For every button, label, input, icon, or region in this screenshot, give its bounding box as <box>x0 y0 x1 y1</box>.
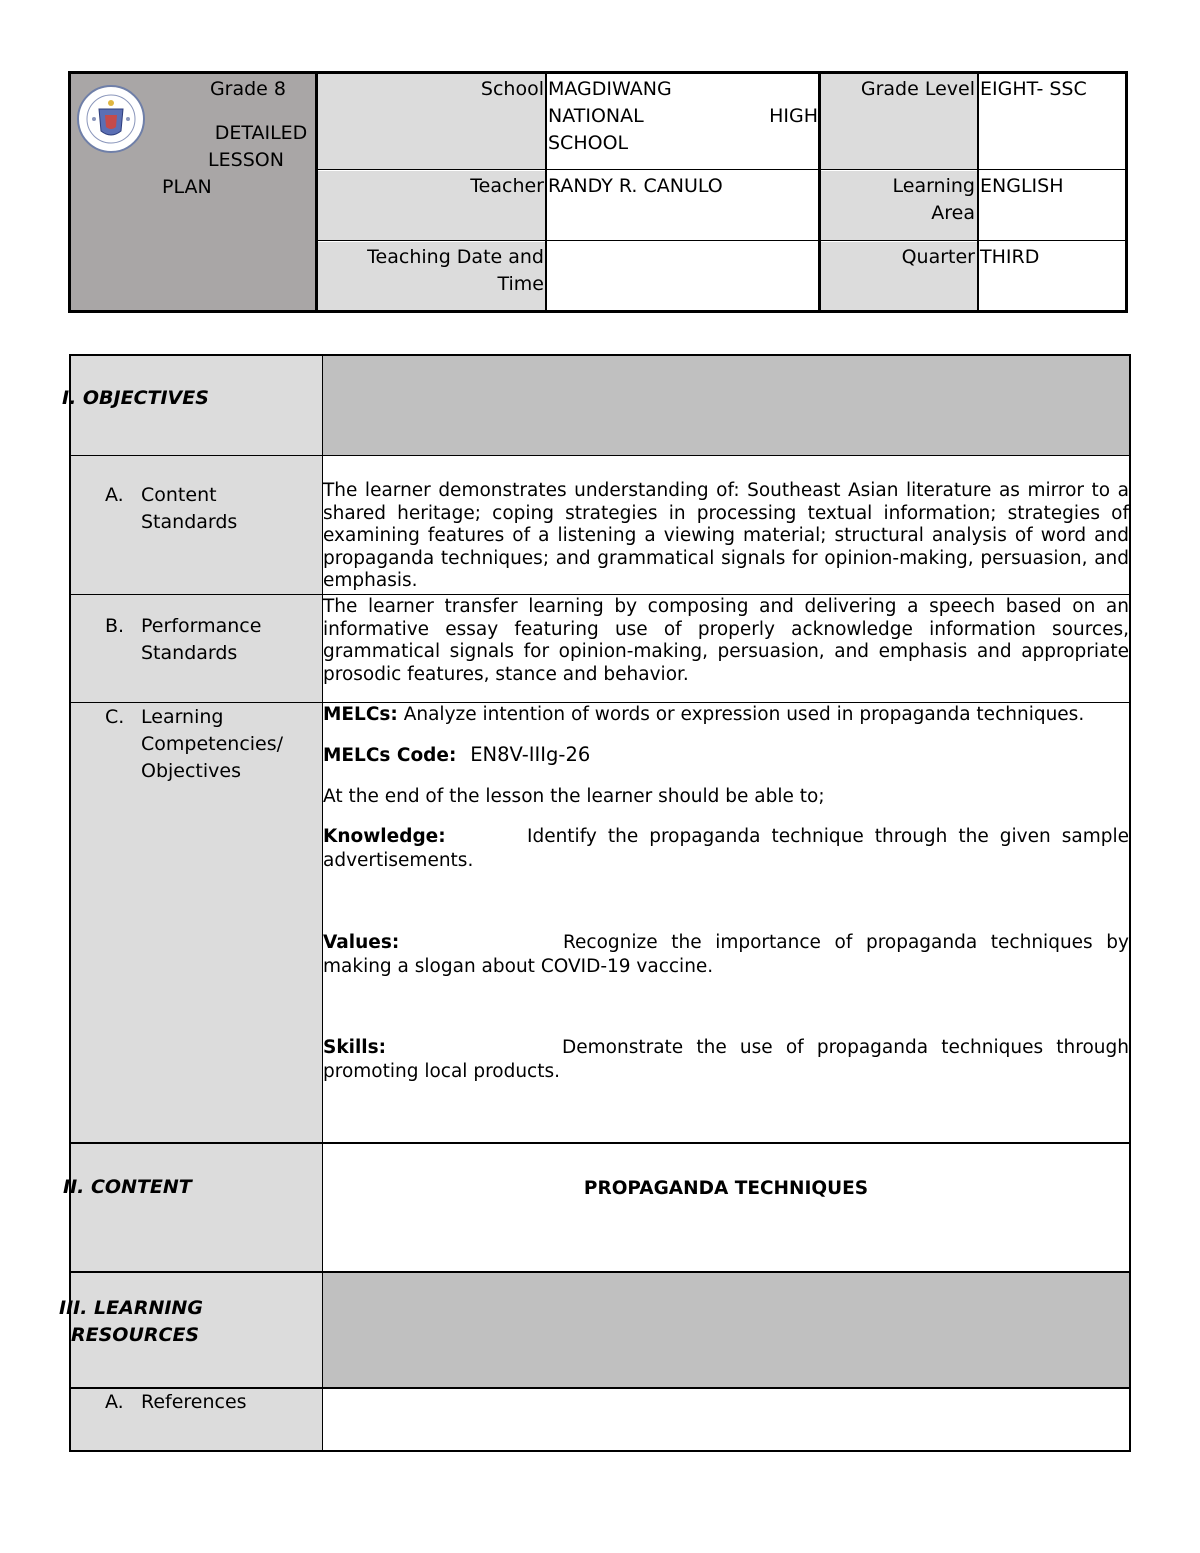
references-letter: A. <box>105 1391 124 1413</box>
performance-standards-text: The learner transfer learning by composing and delivering a speech based on an informative essay featuring use of properly acknowledge information sources, grammatical signals for opinion-making, persuasion, and emphasis and appropriate prosodic features, stance and behavior. <box>323 596 1129 685</box>
deped-seal-icon <box>77 81 145 157</box>
table-divider <box>71 455 1129 456</box>
school-value-line-3: SCHOOL <box>548 132 629 154</box>
teacher-value-cell <box>547 171 819 241</box>
skills-label: Skills: <box>323 1037 387 1058</box>
references-cell <box>323 1389 1129 1450</box>
knowledge-text-rest: advertisements. <box>323 850 474 871</box>
content-heading-cell <box>63 1144 322 1271</box>
objectives-bar <box>323 356 1129 455</box>
learning-competencies-label-line-3: Objectives <box>141 760 241 782</box>
content-standards-letter: A. <box>105 484 124 506</box>
plan-title-line-3: PLAN <box>162 176 212 198</box>
header-divider <box>545 74 547 310</box>
header-divider <box>317 169 1125 170</box>
references-label: References <box>141 1391 247 1413</box>
learning-area-value: ENGLISH <box>980 175 1064 197</box>
learning-competencies-label-line-2: Competencies/ <box>141 733 284 755</box>
header-table <box>68 71 1128 313</box>
learning-competencies-letter: C. <box>105 706 125 728</box>
content-heading: II. CONTENT <box>63 1176 192 1198</box>
knowledge-text-first: Identify the propaganda technique through the given sample <box>527 826 1129 847</box>
header-divider <box>977 74 979 310</box>
plan-title-line-1: DETAILED <box>214 122 308 144</box>
content-standards-label-cell <box>71 456 322 594</box>
quarter-label-cell <box>821 242 977 310</box>
quarter-value-cell <box>979 242 1125 310</box>
content-standards-text: The learner demonstrates understanding of: Southeast Asian literature as mirror to a shared heritage; coping strategies in processing textual information; strategies of examining features of a listening a viewing material; structural analysis of word and propaganda techniques; and grammatical signals for opinion-making, persuasion, and emphasis. <box>323 480 1129 591</box>
learning-area-value-cell <box>979 171 1125 241</box>
header-divider <box>315 74 318 310</box>
resources-heading-line-1: III. LEARNING <box>59 1297 203 1319</box>
grade-level-label-cell <box>821 74 977 170</box>
skills-text-line-1 <box>562 1036 1129 1060</box>
table-divider <box>71 702 1129 703</box>
content-value-cell <box>323 1144 1129 1271</box>
grade-level-value: EIGHT- SSC <box>980 78 1087 100</box>
plan-title-line-2: LESSON <box>208 149 284 171</box>
teacher-label: Teacher <box>470 175 544 197</box>
grade-title: Grade 8 <box>209 78 286 100</box>
school-value-line-2b: HIGH <box>769 105 818 127</box>
content-standards-label-line-1: Content <box>141 484 217 506</box>
learning-area-label-cell <box>821 171 977 241</box>
references-label-cell <box>71 1389 322 1450</box>
school-value-cell <box>547 74 819 170</box>
teaching-date-label-cell <box>317 242 546 310</box>
teaching-date-label-line-1: Teaching Date and <box>367 246 544 268</box>
learning-competencies-label-cell <box>71 703 322 1142</box>
values-text-rest: making a slogan about COVID-19 vaccine. <box>323 956 714 977</box>
objectives-heading: I. OBJECTIVES <box>62 387 209 409</box>
table-divider <box>71 1142 1129 1144</box>
table-divider <box>71 1271 1129 1273</box>
teacher-label-cell <box>317 171 546 241</box>
learning-competencies-cell <box>323 703 1129 1142</box>
table-divider <box>71 594 1129 595</box>
school-label-cell <box>317 74 546 170</box>
objectives-heading-cell <box>62 356 322 455</box>
values-text-line-1 <box>563 931 1129 955</box>
learning-competencies-label-line-1: Learning <box>141 706 224 728</box>
melcs-line <box>323 703 1129 727</box>
performance-standards-cell <box>323 595 1129 702</box>
resources-heading-cell <box>59 1273 322 1387</box>
knowledge-text-line-1 <box>527 825 1129 849</box>
quarter-value: THIRD <box>980 246 1040 268</box>
table-divider <box>71 1387 1129 1389</box>
table-divider <box>322 356 323 1450</box>
performance-standards-letter: B. <box>105 615 125 637</box>
grade-level-value-cell <box>979 74 1125 170</box>
header-divider <box>818 74 821 310</box>
quarter-label: Quarter <box>901 246 975 268</box>
learning-area-label-line-2: Area <box>931 202 975 224</box>
teaching-date-value-cell <box>547 242 819 310</box>
values-text-first: Recognize the importance of propaganda techniques by <box>563 932 1129 953</box>
school-value-line-2: NATIONAL <box>548 105 644 127</box>
resources-heading-line-2: RESOURCES <box>71 1324 200 1346</box>
teacher-value: RANDY R. CANULO <box>548 175 723 197</box>
melcs-code-value: EN8V-IIIg-26 <box>470 743 591 766</box>
performance-standards-label-line-1: Performance <box>141 615 262 637</box>
school-label: School <box>480 78 544 100</box>
intro-text: At the end of the lesson the learner should be able to; <box>323 786 825 807</box>
content-value: PROPAGANDA TECHNIQUES <box>583 1178 869 1199</box>
title-cell <box>71 74 316 310</box>
melcs-label: MELCs: <box>323 704 398 725</box>
knowledge-label: Knowledge: <box>323 826 446 847</box>
performance-standards-label-cell <box>71 595 322 702</box>
grade-level-label: Grade Level <box>860 78 975 100</box>
melcs-code-label: MELCs Code: <box>323 745 457 766</box>
skills-text-first: Demonstrate the use of propaganda techniques through <box>562 1037 1129 1058</box>
teaching-date-label-line-2: Time <box>497 273 544 295</box>
learning-area-label-line-1: Learning <box>892 175 975 197</box>
melcs-code-line <box>323 743 1129 768</box>
resources-bar <box>323 1273 1129 1387</box>
content-standards-label-line-2: Standards <box>141 511 238 533</box>
skills-text-rest: promoting local products. <box>323 1061 561 1082</box>
school-value-line-1: MAGDIWANG <box>548 78 672 100</box>
values-label: Values: <box>323 932 400 953</box>
header-divider <box>317 240 1125 241</box>
melcs-text: Analyze intention of words or expression used in propaganda techniques. <box>397 704 1085 725</box>
lesson-table <box>59 354 1131 1452</box>
content-standards-cell <box>323 456 1129 594</box>
performance-standards-label-line-2: Standards <box>141 642 238 664</box>
